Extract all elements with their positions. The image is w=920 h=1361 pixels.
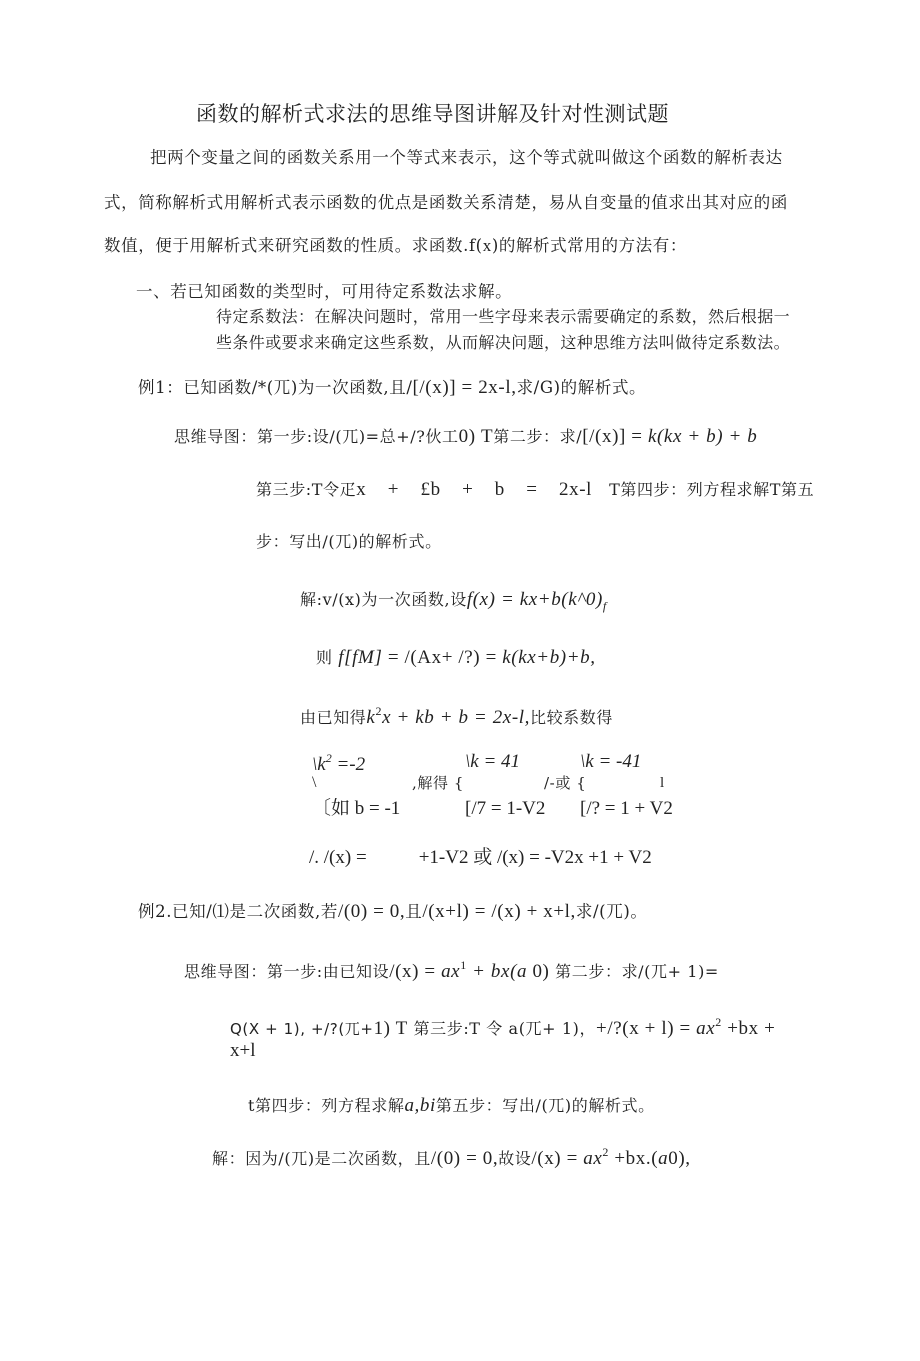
method-definition-line-2: 些条件或要求来确定这些系数，从而解决问题，这种思维方法叫做待定系数法。 xyxy=(216,333,791,352)
mindmap-2-step3-exp: 2 xyxy=(715,1015,722,1029)
mindmap-2-step4-vars: a,bi xyxy=(404,1095,436,1116)
example-2-and: 且 xyxy=(405,902,423,921)
intro-line-2: 式，简称解析式用解析式表示函数的优点是函数关系清楚，易从自变量的值求出其对应的函 xyxy=(104,193,788,212)
mindmap-2-step3-tail: +bx + xyxy=(721,1018,776,1039)
solution-2-result: k(kx+b)+b, xyxy=(502,647,596,668)
mindmap-2-step3-ax: ax xyxy=(696,1018,716,1039)
example-2-ask: 求/(兀)。 xyxy=(575,902,648,921)
system-mid-1: \ xyxy=(312,774,317,791)
mindmap-2-q: Q(X + 1), +/?(兀+ xyxy=(230,1020,374,1038)
mindmap-1-step3-equation: x + £b + b = 2x-l xyxy=(356,479,593,500)
solution-2-condition: /(0) = 0, xyxy=(430,1148,499,1169)
system-mid-3: /-或 { xyxy=(544,774,587,792)
final-answer-lhs: /. /(x) = xyxy=(309,847,367,868)
mindmap-2-step1: 思维导图：第一步:由已知设 xyxy=(184,962,390,981)
page-title: 函数的解析式求法的思维导图讲解及针对性测试题 xyxy=(196,102,669,126)
mindmap-2-step4: t第四步：列方程求解 xyxy=(248,1096,405,1115)
system-bottom-1: 〔如 b = -1 xyxy=(312,798,401,819)
example-1-solution-line-2 xyxy=(316,648,596,667)
solution-2-zero: 0), xyxy=(668,1148,691,1169)
mindmap-1-step1-end: 0) T xyxy=(458,426,494,447)
solution-2-exp: 2 xyxy=(602,1145,610,1159)
mindmap-2-step3-formula: +/?(x + l) = xyxy=(596,1018,697,1039)
example-2-mindmap-line-2 xyxy=(230,1016,775,1038)
solution-2-equals: = /(Ax+ /?) = xyxy=(382,647,503,668)
example-2-step-4 xyxy=(248,1096,655,1115)
intro-line-3-text: 数值，便于用解析式来研究函数的性质。求函数.f( xyxy=(104,236,483,255)
system-mid-2: ,解得 { xyxy=(412,774,465,792)
example-1-text-c: 求/G)的解析式。 xyxy=(516,378,647,397)
example-1-solution-line-3 xyxy=(300,705,613,727)
mindmap-2-step3: 第三步:T 令 a(兀+ 1)， xyxy=(407,1019,597,1038)
solution-2-composite: f[fM] xyxy=(338,647,383,668)
mindmap-2-step5: 第五步：写出/(兀)的解析式。 xyxy=(435,1096,655,1115)
mindmap-1-step4: T第四步：列方程求解T第五 xyxy=(592,480,815,499)
example-2-mindmap xyxy=(184,959,719,981)
example-2-text-a: 已知/⑴是二次函数,若 xyxy=(172,902,338,921)
example-1-statement xyxy=(138,378,646,397)
solution-2-text-a: 解：因为/(兀)是二次函数，且 xyxy=(212,1149,431,1168)
system-top-3: \k = -41 xyxy=(580,751,642,772)
example-1-text-a: 已知函数/*(兀)为一次函数,且/ xyxy=(183,378,413,397)
system-bottom-2: [/7 = 1-V2 xyxy=(465,798,546,819)
system-top-1-value: =-2 xyxy=(331,754,366,775)
mindmap-2-step2: 第二步：求/(兀+ 1)= xyxy=(549,962,719,981)
example-1-solution-line-1 xyxy=(300,590,607,612)
example-1-step-5: 步：写出/(兀)的解析式。 xyxy=(256,532,442,551)
system-mid-4: l xyxy=(660,775,665,791)
example-2-solution xyxy=(212,1146,691,1168)
mindmap-2-ax: ax xyxy=(441,961,461,982)
system-bottom-3: [/? = 1 + V2 xyxy=(580,798,673,819)
example-2-condition-2: /(x+l) = /(x) + x+l, xyxy=(422,901,576,922)
solution-3-compare: 比较系数得 xyxy=(529,708,613,727)
mindmap-1-step1: 思维导图：第一步:设/(兀)=总+/?伙工 xyxy=(174,427,459,446)
solution-2-text-c: 故设 xyxy=(498,1149,532,1168)
solution-3-text: 由已知得 xyxy=(300,708,367,727)
solution-3-exponent: 2 xyxy=(375,704,383,718)
solution-1-formula: f(x) = kx+b(k^0) xyxy=(466,589,603,610)
method-definition-line-1: 待定系数法：在解决问题时，常用一些字母来表示需要确定的系数，然后根据一 xyxy=(216,307,791,326)
system-top-2: \k = 41 xyxy=(465,751,521,772)
mindmap-1-step3: 第三步:T令疋 xyxy=(256,480,357,499)
mindmap-2-bx: + bx(a xyxy=(466,961,528,982)
intro-line-3-var: x xyxy=(482,236,492,255)
mindmap-2-fx: /(x) = xyxy=(389,961,442,982)
intro-line-1: 把两个变量之间的函数关系用一个等式来表示，这个等式就叫做这个函数的解析表达 xyxy=(150,148,783,167)
solution-1-text: 解:v/(x)为一次函数,设 xyxy=(300,590,467,609)
mindmap-1-step2-result: k(kx + b) + b xyxy=(647,426,758,447)
mindmap-2-arrow: 1) T xyxy=(373,1018,408,1039)
mindmap-2-exp: 1 xyxy=(460,958,467,972)
solution-2-fx: /(x) = xyxy=(531,1148,584,1169)
section-1-heading: 一、若已知函数的类型时，可用待定系数法求解。 xyxy=(136,282,513,301)
system-top-1 xyxy=(312,752,365,774)
intro-line-3 xyxy=(104,237,687,255)
mindmap-1-step2-formula: [/(x)] = xyxy=(582,426,648,447)
mindmap-1-step2: 第二步：求/ xyxy=(493,427,583,446)
solution-1-subscript: f xyxy=(602,599,607,613)
example-1-final-answer xyxy=(309,848,652,867)
solution-2-ax: ax xyxy=(583,1148,603,1169)
solution-3-equation: x + kb + b = 2x-l, xyxy=(382,707,530,728)
solution-2-then: 则 xyxy=(316,648,339,667)
example-2-statement xyxy=(138,902,647,921)
example-1-step-3 xyxy=(256,480,814,499)
mindmap-2-zero: 0) xyxy=(527,961,550,982)
example-2-condition-1: /(0) = 0, xyxy=(337,901,406,922)
system-top-1-exp: 2 xyxy=(325,751,332,765)
solution-2-bx: +bx.( xyxy=(609,1148,659,1169)
example-1-formula: [/(x)] = 2x-l, xyxy=(412,377,517,398)
example-2-label: 例2. xyxy=(138,902,173,921)
intro-line-3-tail: )的解析式常用的方法有： xyxy=(491,236,687,255)
solution-2-a: a xyxy=(658,1148,669,1169)
example-1-mindmap xyxy=(174,427,757,446)
example-1-label: 例1： xyxy=(138,378,184,397)
solution-3-k: k xyxy=(366,707,376,728)
final-answer-rhs: +1-V2 或 /(x) = -V2x +1 + V2 xyxy=(418,847,652,868)
example-2-mindmap-line-3: x+l xyxy=(230,1040,256,1061)
system-top-1-k: \k xyxy=(312,754,326,775)
